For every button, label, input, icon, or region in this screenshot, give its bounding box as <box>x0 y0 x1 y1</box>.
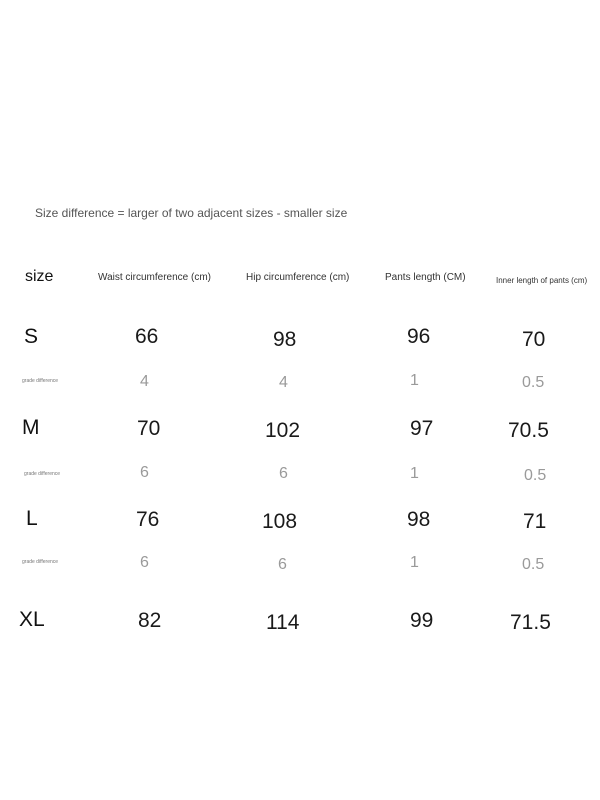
size-label: L <box>26 507 38 530</box>
size-row-xl <box>0 605 600 645</box>
hip-grade-value: 6 <box>279 465 288 482</box>
pants-grade-value: 1 <box>410 465 419 482</box>
size-row-m <box>0 413 600 453</box>
waist-value: 82 <box>138 609 162 632</box>
waist-value: 66 <box>135 325 159 348</box>
grade-label: grade difference <box>22 559 59 565</box>
size-label: M <box>22 416 40 439</box>
inner-grade-value: 0.5 <box>524 467 547 484</box>
grade-label: grade difference <box>24 471 61 477</box>
inner-length-value: 70.5 <box>508 419 549 442</box>
waist-grade-value: 6 <box>140 464 149 481</box>
inner-grade-value: 0.5 <box>522 374 545 391</box>
size-row-l <box>0 504 600 544</box>
waist-value: 70 <box>137 417 161 440</box>
size-label: S <box>24 325 39 348</box>
header-waist: Waist circumference (cm) <box>98 272 211 283</box>
inner-length-value: 71 <box>523 510 547 533</box>
pants-length-value: 96 <box>407 325 431 348</box>
hip-grade-value: 4 <box>279 374 288 391</box>
waist-grade-value: 6 <box>140 554 149 571</box>
pants-grade-value: 1 <box>410 372 419 389</box>
pants-length-value: 98 <box>407 508 431 531</box>
pants-grade-value: 1 <box>410 554 419 571</box>
hip-grade-value: 6 <box>278 556 287 573</box>
header-hip: Hip circumference (cm) <box>246 272 350 283</box>
size-difference-note: Size difference = larger of two adjacent sizes - smaller size <box>35 206 348 220</box>
header-inner-length: Inner length of pants (cm) <box>496 276 588 285</box>
hip-value: 102 <box>265 419 301 442</box>
waist-grade-value: 4 <box>140 373 149 390</box>
grade-row-2 <box>0 461 600 501</box>
size-row-s <box>0 322 600 362</box>
pants-length-value: 99 <box>410 609 434 632</box>
grade-row-1 <box>0 370 600 410</box>
size-label: XL <box>19 608 45 631</box>
grade-label: grade difference <box>22 378 59 384</box>
inner-length-value: 70 <box>522 328 546 351</box>
hip-value: 98 <box>273 328 297 351</box>
inner-length-value: 71.5 <box>510 611 551 634</box>
pants-length-value: 97 <box>410 417 434 440</box>
header-size: size <box>25 268 54 285</box>
inner-grade-value: 0.5 <box>522 556 545 573</box>
hip-value: 114 <box>266 611 300 634</box>
header-pants-length: Pants length (CM) <box>385 272 466 283</box>
hip-value: 108 <box>262 510 298 533</box>
grade-row-3 <box>0 551 600 591</box>
waist-value: 76 <box>136 508 160 531</box>
